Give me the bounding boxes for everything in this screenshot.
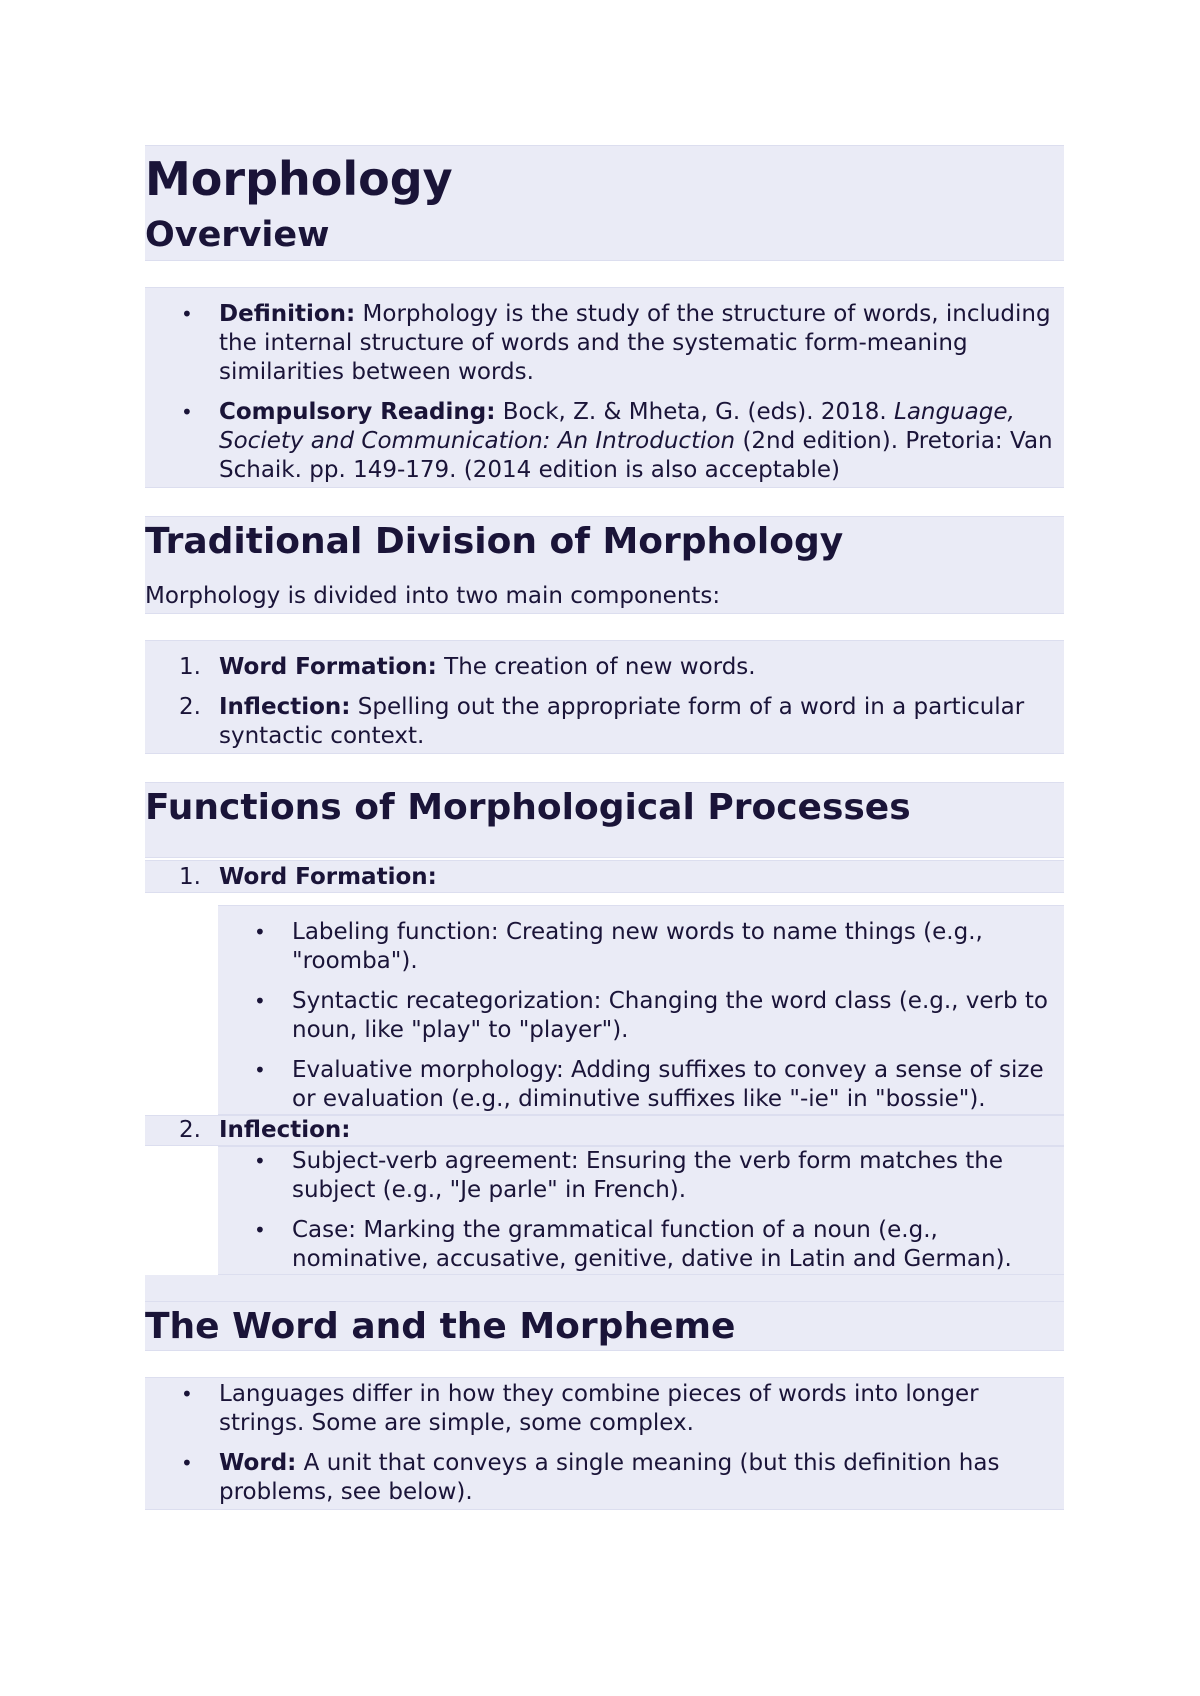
traditional-heading: Traditional Division of Morphology	[145, 521, 844, 562]
spacer-block	[145, 1275, 1064, 1301]
traditional-heading-block	[145, 516, 1064, 614]
labeling-text: Labeling function: Creating new words to name things (e.g., "roomba").	[292, 919, 983, 974]
recategorization-text: Syntactic recategorization: Changing the word class (e.g., verb to noun, like "play" to "player").	[292, 988, 1049, 1043]
bullet-icon: •	[254, 1218, 266, 1242]
list-number: 1.	[179, 654, 201, 680]
word-morpheme-heading-block	[145, 1301, 1064, 1351]
traditional-intro: Morphology is divided into two main components:	[145, 583, 721, 609]
definition-label: Definition:	[219, 301, 356, 327]
list-item-inflection	[145, 693, 1064, 751]
list-item-evaluative	[218, 1056, 1064, 1114]
title-block	[145, 145, 1064, 261]
bullet-icon: •	[254, 1058, 266, 1082]
functions-group-2-list	[218, 1146, 1064, 1275]
list-item-case	[218, 1216, 1064, 1274]
overview-heading: Overview	[145, 215, 330, 255]
evaluative-text: Evaluative morphology: Adding suffixes to convey a sense of size or evaluation (e.g., diminutive suffixes like "-ie" in "bossie").	[292, 1057, 1044, 1112]
functions-heading-block	[145, 782, 1064, 858]
group-label: Word Formation:	[219, 864, 437, 890]
list-item-recategorization	[218, 987, 1064, 1045]
traditional-list	[145, 640, 1064, 754]
word-formation-label: Word Formation:	[219, 654, 437, 680]
page-title: Morphology	[145, 152, 453, 206]
functions-group-word-formation	[145, 863, 1064, 892]
list-item-word-formation	[145, 653, 1064, 682]
bullet-icon: •	[181, 302, 193, 326]
functions-heading: Functions of Morphological Processes	[145, 787, 911, 828]
functions-group-1-head	[145, 860, 1064, 893]
inflection-label: Inflection:	[219, 694, 351, 720]
functions-group-2-head	[145, 1115, 1064, 1146]
list-number: 1.	[179, 864, 201, 890]
reading-label: Compulsory Reading:	[219, 399, 496, 425]
word-formation-text: The creation of new words.	[436, 654, 756, 680]
list-number: 2.	[179, 694, 201, 720]
bullet-icon: •	[181, 1382, 193, 1406]
reading-text-after: (2nd edition). Pretoria: Van Schaik. pp. 149-179. (2014 edition is also acceptable)	[219, 428, 1053, 483]
bullet-icon: •	[181, 400, 193, 424]
list-item-labeling	[218, 918, 1064, 976]
bullet-icon: •	[254, 920, 266, 944]
agreement-text: Subject-verb agreement: Ensuring the verb form matches the subject (e.g., "Je parle" in French).	[292, 1148, 1004, 1203]
reading-text-before: Bock, Z. & Mheta, G. (eds). 2018.	[495, 399, 895, 425]
overview-list	[145, 287, 1064, 488]
languages-text: Languages differ in how they combine pieces of words into longer strings. Some are simple, some complex.	[219, 1381, 979, 1436]
word-morpheme-heading: The Word and the Morpheme	[145, 1306, 736, 1347]
inflection-text: Spelling out the appropriate form of a word in a particular syntactic context.	[219, 694, 1025, 749]
functions-group-1-list	[218, 905, 1064, 1115]
case-text: Case: Marking the grammatical function of a noun (e.g., nominative, accusative, genitive, dative in Latin and German).	[292, 1217, 1012, 1272]
word-morpheme-list	[145, 1377, 1064, 1510]
reading-book-title: Language, Society and Communication: An Introduction	[219, 399, 1015, 454]
word-label: Word:	[219, 1450, 297, 1476]
word-text: A unit that conveys a single meaning (but this definition has problems, see below).	[219, 1450, 1000, 1505]
bullet-icon: •	[181, 1451, 193, 1475]
bullet-icon: •	[254, 989, 266, 1013]
list-number: 2.	[179, 1117, 201, 1143]
list-item-word	[145, 1449, 1064, 1507]
document	[145, 145, 1064, 1510]
list-item-agreement	[218, 1147, 1064, 1205]
list-item-reading	[145, 398, 1064, 485]
bullet-icon: •	[254, 1149, 266, 1173]
list-item-definition	[145, 300, 1064, 387]
group-label: Inflection:	[219, 1117, 351, 1143]
definition-text: Morphology is the study of the structure of words, including the internal structure of words and the systematic form-meaning similarities between words.	[219, 301, 1051, 385]
functions-group-inflection	[145, 1116, 1064, 1145]
list-item-languages	[145, 1380, 1064, 1438]
